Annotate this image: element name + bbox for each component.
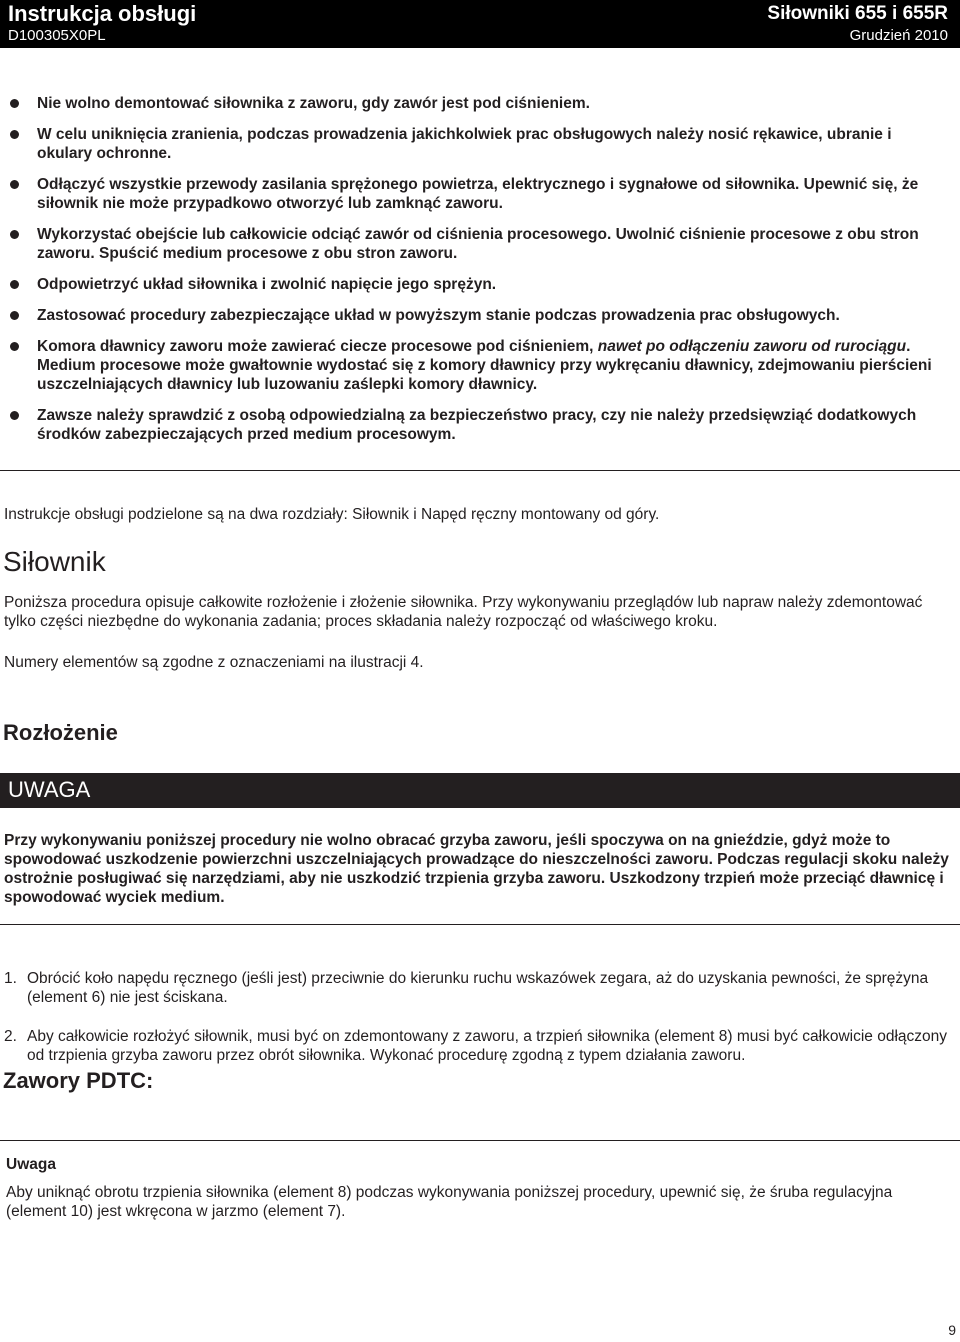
step-number: 1. (4, 970, 17, 987)
bullet-icon (10, 280, 19, 289)
note-label: Uwaga (6, 1156, 56, 1173)
note-text: Aby uniknąć obrotu trzpienia siłownika (element 8) podczas wykonywania poniższej procedury, upewnić się, że śruba regulacyjna (element 10) jest wkręcona w jarzmo (element 7). (6, 1184, 893, 1220)
warning-item-gland: Komora dławnicy zaworu może zawierać ciecze procesowe pod ciśnieniem, nawet po odłączeniu zaworu od rurociągu. Medium procesowe może gwałtownie wydostać się z komory dławnicy przy wykręcaniu dławnicy, zdejmowaniu pierścieni uszczelniających dławnicy lub luzowaniu zaślepki komory dławnicy. (10, 337, 945, 394)
manual-title: Instrukcja obsługi (8, 1, 197, 26)
divider (0, 924, 960, 925)
warning-item: Odpowietrzyć układ siłownika i zwolnić napięcie jego sprężyn. (10, 275, 945, 294)
step-number: 2. (4, 1028, 17, 1045)
warning-item: Zawsze należy sprawdzić z osobą odpowiedzialną za bezpieczeństwo pracy, czy nie należy przedsięwziąć dodatkowych środków zabezpieczających przed medium procesowym. (10, 406, 945, 444)
divider (0, 1140, 960, 1141)
bullet-icon (10, 180, 19, 189)
bullet-icon (10, 230, 19, 239)
notice-text: Przy wykonywaniu poniższej procedury nie wolno obracać grzyba zaworu, jeśli spoczywa on na gnieździe, gdyż może to spowodować uszkodzenie powierzchni uszczelniających prowadzące do nieszczelności zaworu. Podczas regulacji skoku należy ostrożnie posługiwać się narzędziami, aby nie uszkodzić trzpienia grzyba zaworu. Uszkodzony trzpień może przeciąć dławnicę i spowodować wyciek medium. (4, 832, 949, 906)
section-paragraph: Numery elementów są zgodne z oznaczeniami na ilustracji 4. (4, 654, 424, 671)
bullet-icon (10, 99, 19, 108)
warning-item: Odłączyć wszystkie przewody zasilania sprężonego powietrza, elektrycznego i sygnałowe od siłownika. Upewnić się, że siłownik nie może przypadkowo otworzyć lub zamknąć zaworu. (10, 175, 945, 213)
step-item (4, 969, 956, 1007)
document-code: D100305X0PL (8, 27, 106, 44)
warning-item: Nie wolno demontować siłownika z zaworu, gdy zawór jest pod ciśnieniem. (10, 94, 945, 113)
warning-item: W celu uniknięcia zranienia, podczas prowadzenia jakichkolwiek prac obsługowych należy nosić rękawice, ubranie i okulary ochronne. (10, 125, 945, 163)
bullet-icon (10, 130, 19, 139)
product-name: Siłowniki 655 i 655R (767, 3, 948, 24)
section-paragraph: Poniższa procedura opisuje całkowite rozłożenie i złożenie siłownika. Przy wykonywaniu przeglądów lub napraw należy zdemontować tylko części niezbędne do wykonania zadania; proces składania należy rozpocząć od właściwego kroku. (4, 594, 923, 630)
subsection-title: Rozłożenie (3, 720, 118, 745)
step-item (4, 1027, 956, 1065)
step-text: Aby całkowicie rozłożyć siłownik, musi być on zdemontowany z zaworu, a trzpień siłownika (element 8) musi być całkowicie odłączony od trzpienia grzyba zaworu przez obrót siłownika. Wykonać procedurę zgodną z typem działania zaworu. (27, 1028, 948, 1064)
notice-label: UWAGA (8, 777, 91, 802)
warning-list (10, 94, 945, 456)
bullet-icon (10, 411, 19, 420)
warning-item: Zastosować procedury zabezpieczające układ w powyższym stanie podczas prowadzenia prac obsługowych. (10, 306, 945, 325)
step-text: Obrócić koło napędu ręcznego (jeśli jest) przeciwnie do kierunku ruchu wskazówek zegara, aż do uzyskania pewności, że sprężyna (element 6) nie jest ściskana. (27, 970, 929, 1006)
page-header (0, 0, 960, 48)
bullet-icon (10, 311, 19, 320)
divider (0, 470, 960, 471)
intro-text: Instrukcje obsługi podzielone są na dwa rozdziały: Siłownik i Napęd ręczny montowany od góry. (4, 506, 660, 523)
valve-type-title: Zawory PDTC: (3, 1068, 154, 1093)
bullet-icon (10, 342, 19, 351)
section-title: Siłownik (3, 546, 106, 577)
publication-date: Grudzień 2010 (849, 27, 948, 44)
notice-banner (0, 773, 960, 808)
page-number: 9 (948, 1322, 956, 1338)
warning-item: Wykorzystać obejście lub całkowicie odciąć zawór od ciśnienia procesowego. Uwolnić ciśnienie procesowe z obu stron zaworu. Spuścić medium procesowe z obu stron zaworu. (10, 225, 945, 263)
